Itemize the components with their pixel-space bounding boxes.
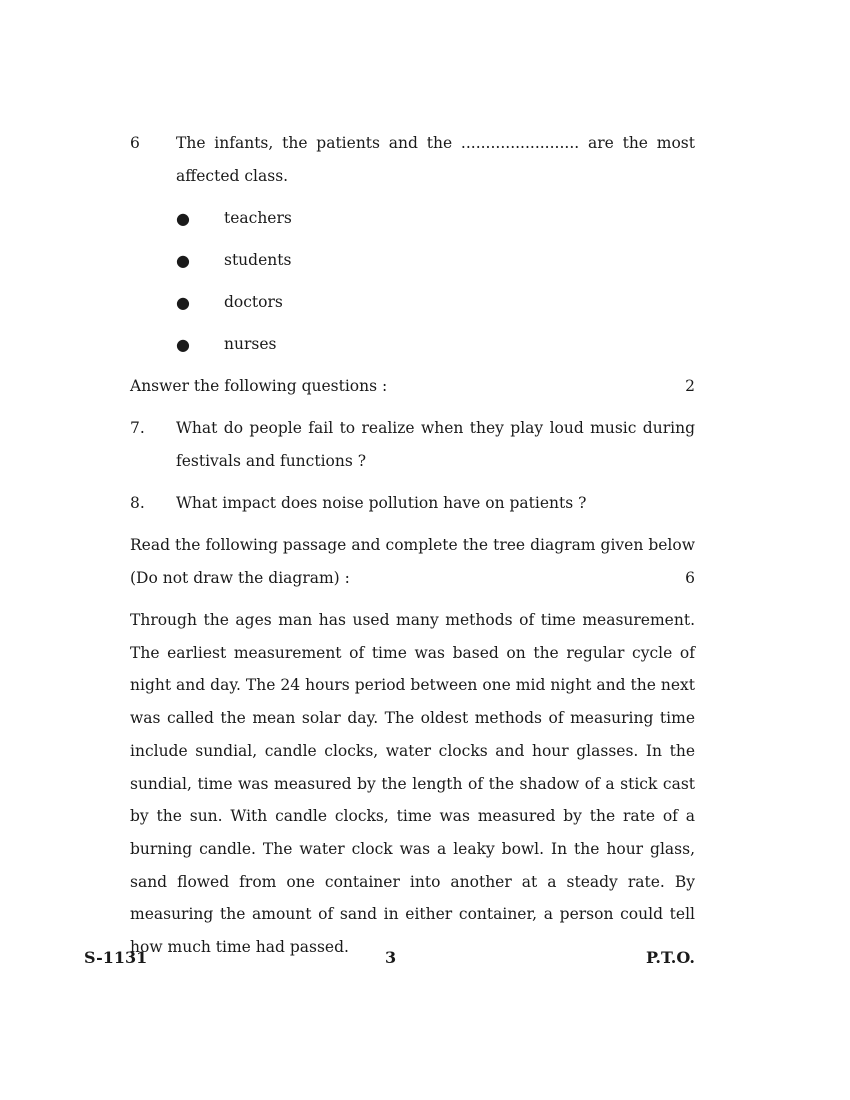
option-label: doctors bbox=[224, 293, 283, 311]
question-6-text: The infants, the patients and the ........................ are the most affected class. bbox=[176, 134, 695, 185]
reading-passage: Through the ages man has used many methods of time measurement. The earliest measurement of time was based on the regular cycle of night and day. The 24 hours period between one mid night and the next was called the mean solar day. The oldest methods of measuring time include sundial, candle clocks, water clocks and hour glasses. In the sundial, time was measured by the length of the shadow of a stick cast by the sun. With candle clocks, time was measured by the rate of a burning candle. The water clock was a leaky bowl. In the hour glass, sand flowed from one container into another at a steady rate. By measuring the amount of sand in either container, a person could tell how much time had passed. bbox=[130, 611, 695, 957]
option-label: nurses bbox=[224, 335, 277, 353]
question-6-number: 6 bbox=[130, 134, 140, 152]
passage-instruction: Read the following passage and complete the tree diagram given below (Do not draw the diagram) : bbox=[130, 536, 695, 587]
question-7-text: What do people fail to realize when they play loud music during festivals and functions ? bbox=[176, 419, 695, 470]
question-7-number: 7. bbox=[130, 419, 145, 437]
bullet-icon: ● bbox=[176, 251, 190, 270]
question-8-number: 8. bbox=[130, 494, 145, 512]
passage-marks: 6 bbox=[685, 569, 695, 587]
bullet-icon: ● bbox=[176, 335, 190, 354]
question-8-text: What impact does noise pollution have on patients ? bbox=[176, 494, 587, 512]
section-instruction: Answer the following questions : bbox=[130, 377, 388, 395]
page-number: 3 bbox=[385, 948, 397, 967]
option-label: students bbox=[224, 251, 292, 269]
pto-label: P.T.O. bbox=[646, 948, 695, 967]
bullet-icon: ● bbox=[176, 293, 190, 312]
paper-code: S-1131 bbox=[84, 948, 148, 967]
option-label: teachers bbox=[224, 209, 292, 227]
section-marks: 2 bbox=[685, 377, 695, 395]
bullet-icon: ● bbox=[176, 209, 190, 228]
